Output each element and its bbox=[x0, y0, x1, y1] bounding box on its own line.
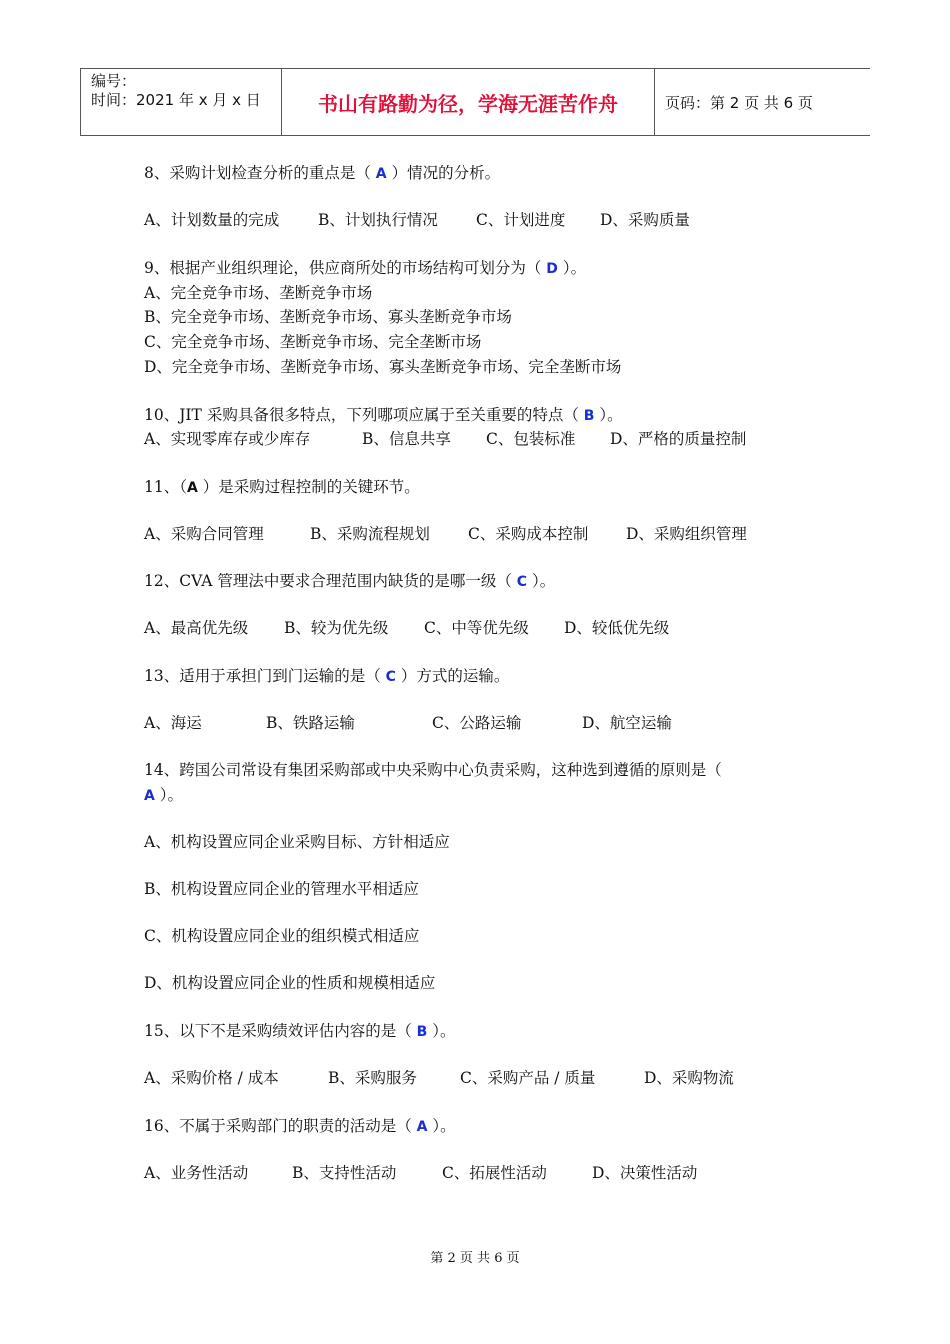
question-8: 8、采购计划检查分析的重点是（ A ）情况的分析。 bbox=[144, 164, 501, 182]
option: C、中等优先级 bbox=[424, 619, 529, 637]
options-11 bbox=[144, 522, 747, 544]
option: C、计划进度 bbox=[476, 211, 566, 229]
question-14-cont: A ）。 bbox=[144, 786, 184, 804]
option: A、完全竞争市场、垄断竞争市场 bbox=[144, 284, 373, 302]
page-footer: 第 2 页 共 6 页 bbox=[430, 1251, 520, 1266]
header-motto: 书山有路勤为径，学海无涯苦作舟 bbox=[281, 69, 655, 135]
option: A、计划数量的完成 bbox=[144, 211, 280, 229]
date-label: 时间：2021 年 x 月 x 日 bbox=[91, 91, 261, 109]
option: C、包装标准 bbox=[486, 430, 576, 448]
options-12 bbox=[144, 616, 669, 638]
option: C、机构设置应同企业的组织模式相适应 bbox=[144, 927, 420, 945]
answer-16: A bbox=[416, 1119, 428, 1135]
question-9: 9、根据产业组织理论，供应商所处的市场结构可划分为（ D ）。 bbox=[144, 259, 587, 277]
question-14: 14、跨国公司常设有集团采购部或中央采购中心负责采购，这种选到遵循的原则是（ bbox=[144, 761, 722, 779]
option: B、支持性活动 bbox=[292, 1164, 397, 1182]
option: B、较为优先级 bbox=[284, 619, 389, 637]
answer-8: A bbox=[375, 166, 387, 182]
answer-11: A bbox=[186, 480, 198, 496]
option: D、采购物流 bbox=[644, 1069, 734, 1087]
option: C、拓展性活动 bbox=[442, 1164, 547, 1182]
option: B、采购服务 bbox=[328, 1069, 417, 1087]
answer-12: C bbox=[516, 574, 528, 590]
question-12: 12、CVA 管理法中要求合理范围内缺货的是哪一级（ C ）。 bbox=[144, 572, 556, 590]
answer-14: A bbox=[144, 788, 155, 804]
option: D、机构设置应同企业的性质和规模相适应 bbox=[144, 974, 436, 992]
option: B、铁路运输 bbox=[266, 714, 355, 732]
option: D、较低优先级 bbox=[564, 619, 670, 637]
answer-9: D bbox=[546, 261, 558, 277]
option: B、机构设置应同企业的管理水平相适应 bbox=[144, 880, 419, 898]
option: D、航空运输 bbox=[582, 714, 672, 732]
answer-15: B bbox=[416, 1024, 428, 1040]
options-15 bbox=[144, 1066, 734, 1088]
option: A、海运 bbox=[144, 714, 202, 732]
option: A、业务性活动 bbox=[144, 1164, 249, 1182]
options-8 bbox=[144, 208, 690, 230]
question-11: 11、（A ）是采购过程控制的关键环节。 bbox=[144, 478, 420, 496]
option: C、采购产品 / 质量 bbox=[460, 1069, 596, 1087]
answer-13: C bbox=[385, 669, 396, 685]
answer-10: B bbox=[583, 408, 595, 424]
question-16: 16、不属于采购部门的职责的活动是（ A ）。 bbox=[144, 1117, 456, 1135]
option: A、最高优先级 bbox=[144, 619, 249, 637]
option: A、机构设置应同企业采购目标、方针相适应 bbox=[144, 833, 450, 851]
option: B、计划执行情况 bbox=[318, 211, 438, 229]
page-header bbox=[80, 68, 870, 136]
option: D、决策性活动 bbox=[592, 1164, 698, 1182]
option: C、采购成本控制 bbox=[468, 525, 589, 543]
option: D、完全竞争市场、垄断竞争市场、寡头垄断竞争市场、完全垄断市场 bbox=[144, 358, 622, 376]
option: D、严格的质量控制 bbox=[610, 430, 747, 448]
question-10: 10、JIT 采购具备很多特点，下列哪项应属于至关重要的特点（ B ）。 bbox=[144, 406, 623, 424]
header-page-label: 页码：第 2 页 共 6 页 bbox=[665, 93, 813, 112]
question-13: 13、适用于承担门到门运输的是（ C ）方式的运输。 bbox=[144, 667, 510, 685]
option: A、采购合同管理 bbox=[144, 525, 264, 543]
options-13 bbox=[144, 711, 672, 733]
option: A、实现零库存或少库存 bbox=[144, 430, 311, 448]
option: D、采购质量 bbox=[600, 211, 690, 229]
option: B、信息共享 bbox=[362, 430, 451, 448]
option: A、采购价格 / 成本 bbox=[144, 1069, 279, 1087]
option: C、完全竞争市场、垄断竞争市场、完全垄断市场 bbox=[144, 333, 482, 351]
options-16 bbox=[144, 1161, 697, 1183]
question-15: 15、以下不是采购绩效评估内容的是（ B ）。 bbox=[144, 1022, 456, 1040]
option: D、采购组织管理 bbox=[626, 525, 747, 543]
option: C、公路运输 bbox=[432, 714, 522, 732]
options-10 bbox=[144, 427, 746, 449]
option: B、采购流程规划 bbox=[310, 525, 430, 543]
number-label: 编号： bbox=[91, 72, 137, 90]
option: B、完全竞争市场、垄断竞争市场、寡头垄断竞争市场 bbox=[144, 308, 512, 326]
header-meta bbox=[80, 69, 281, 135]
